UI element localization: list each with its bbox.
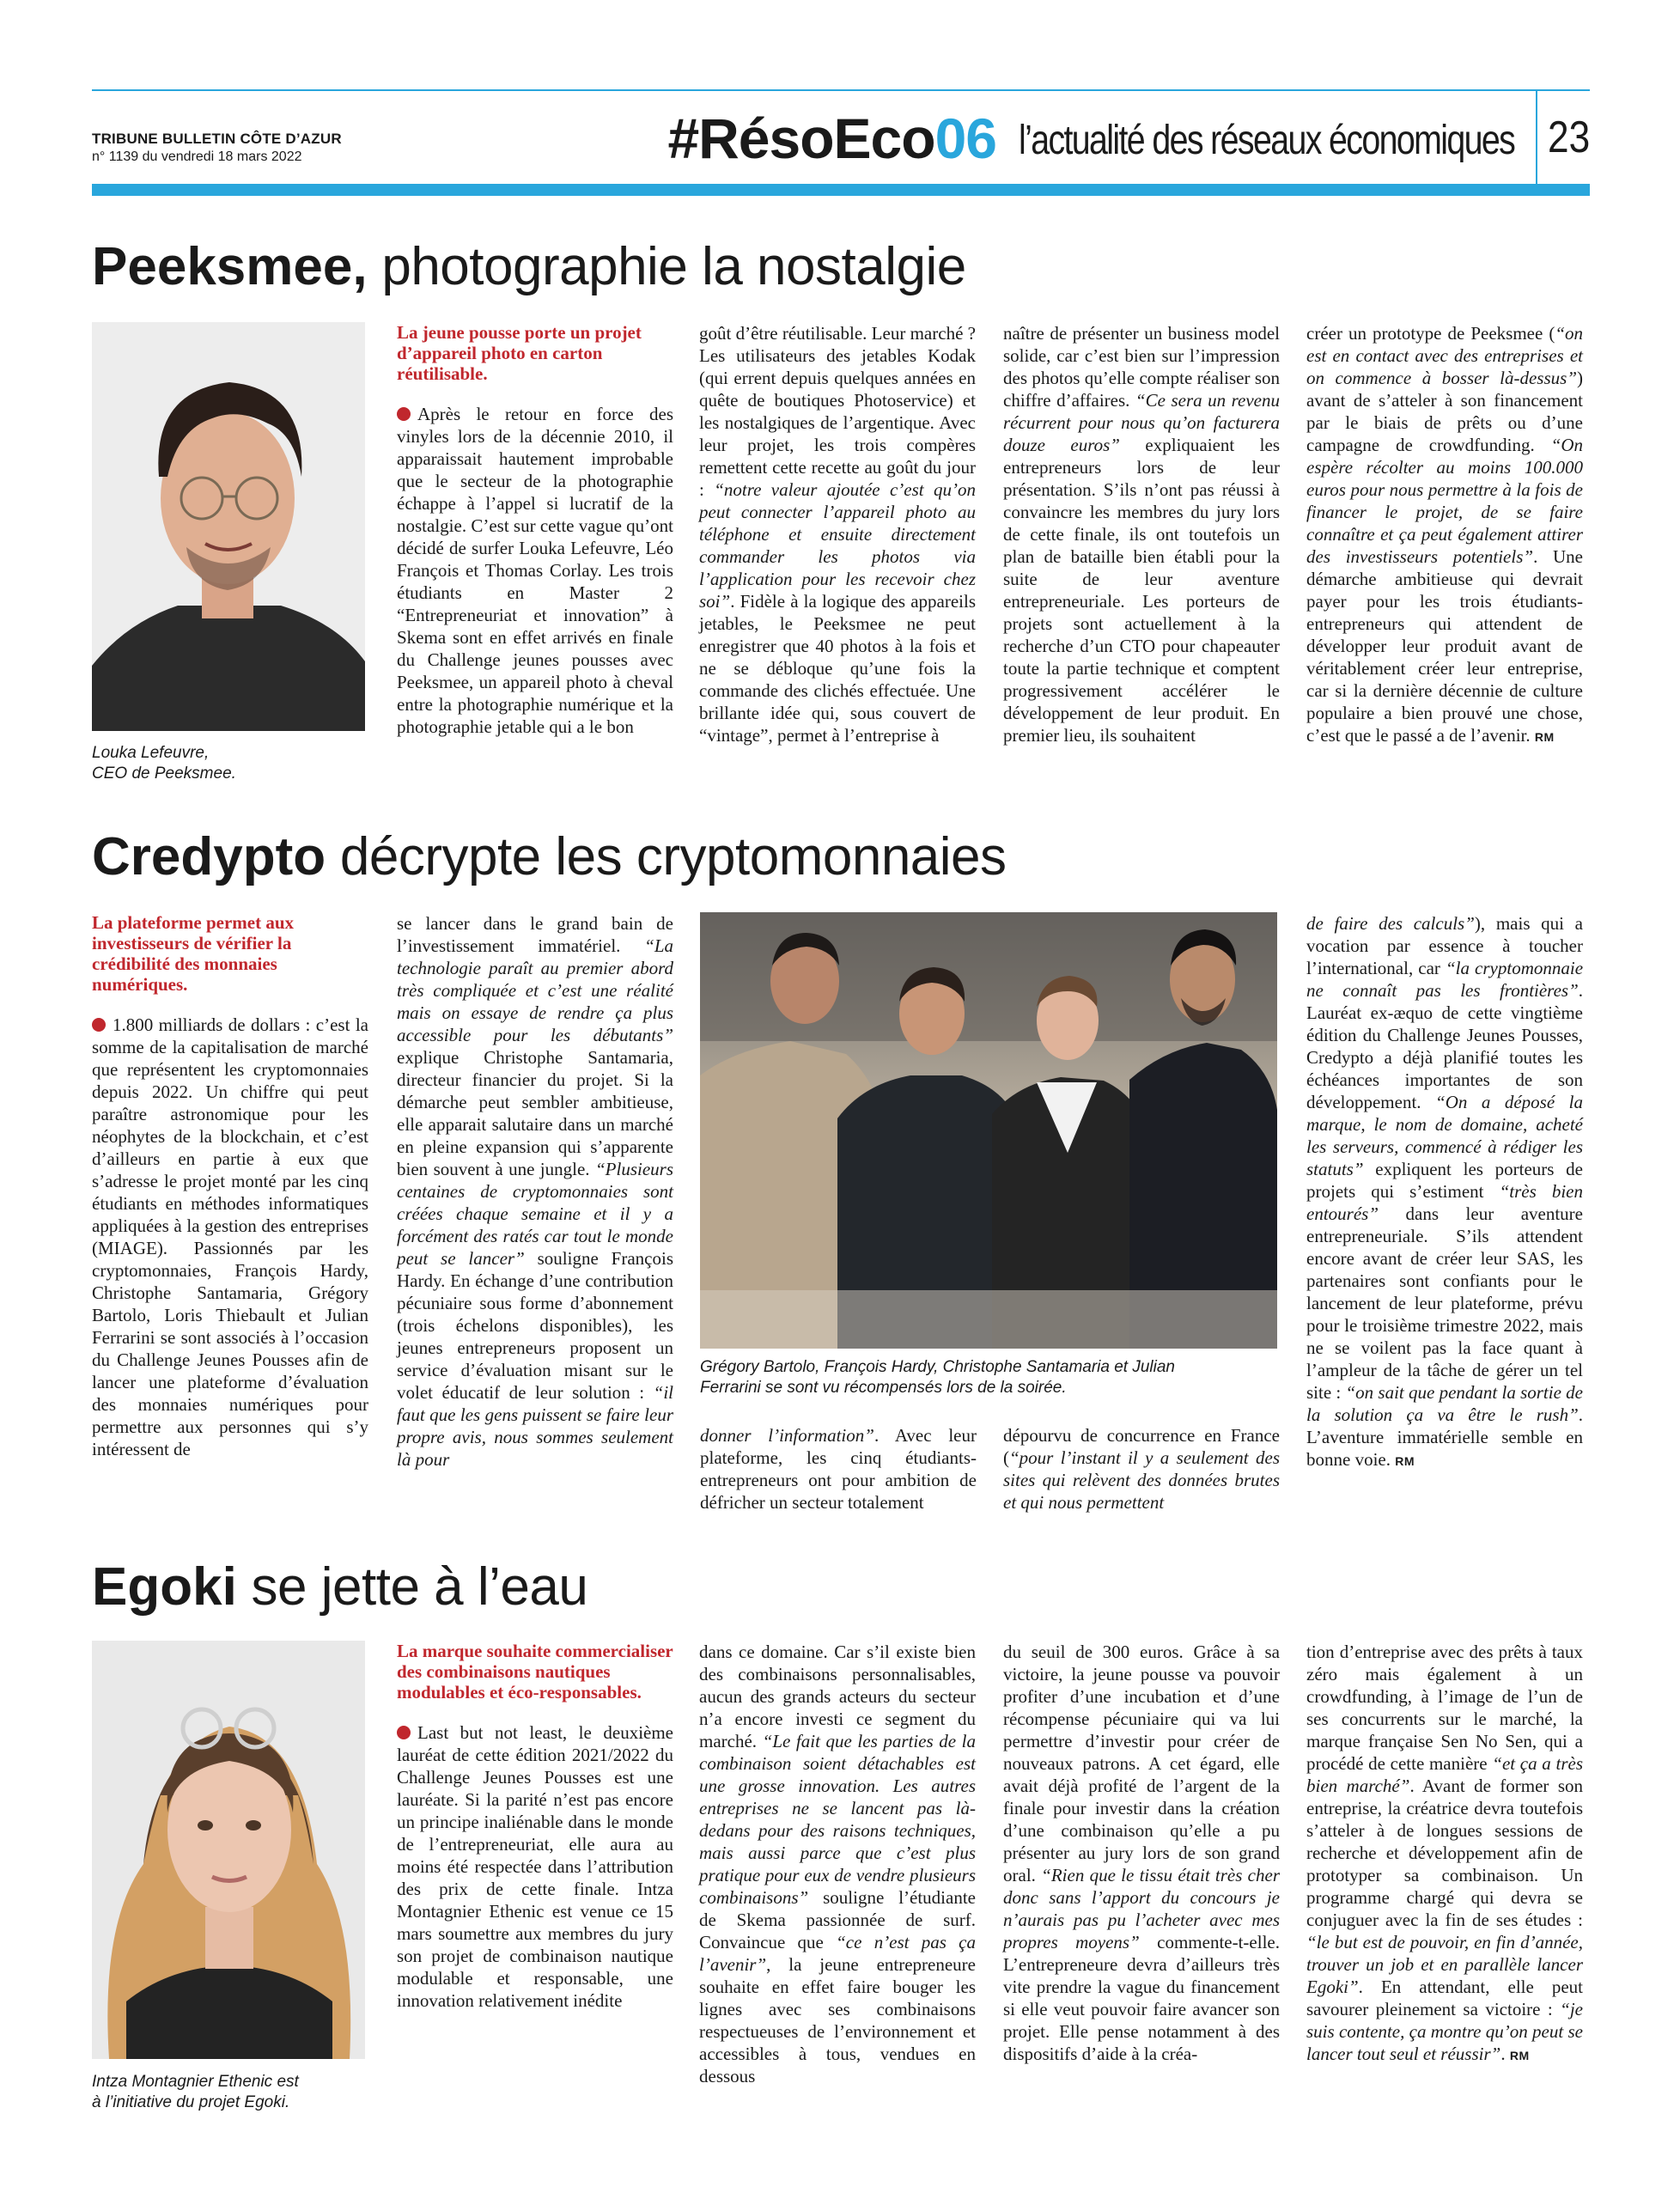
article1-title (92, 236, 966, 297)
article1-lead: La jeune pousse porte un projet d’appareil photo en carton réutilisable. (397, 322, 642, 384)
body-text: naître de présenter un business model solide, car c’est bien sur l’impression des photos qu’elle compte réaliser son chiffre d’affaires. (1003, 323, 1280, 411)
portrait-man-illustration (92, 322, 365, 731)
section-brand (667, 107, 996, 170)
header-bottom-rule (92, 184, 1590, 196)
article2-title-rest: décrypte les cryptomonnaies (326, 827, 1007, 886)
article1-title-bold: Peeksmee, (92, 237, 368, 296)
brand-hash: #RésoEco (667, 107, 935, 170)
bullet-dot-icon (397, 1726, 411, 1739)
body-text: dans leur aventure entrepreneuriale. S’ils attendent encore avant de créer leur SAS, les partenaires sont confiants pour le lancement de leur plateforme, prévu pour le troisième trimestre 2022, mais ne se voilent pas la face quant à l’ampleur de la tâche de gérer un tel site : (1306, 1203, 1583, 1403)
body-text: commente-t-elle. L’entrepreneure devra d’ailleurs très vite prendre la vague du financement si elle veut pouvoir faire avancer son projet. Elle pense notamment à des dispositifs d’aide à la créa- (1003, 1932, 1280, 2064)
portrait-woman-illustration (92, 1641, 365, 2059)
quote-text: “la cryptomonnaie ne connaît pas les frontières” (1306, 958, 1584, 1001)
article2-title (92, 826, 1007, 887)
body-text: dépourvu de concurrence en France ( (1003, 1425, 1280, 1468)
quote-text: “On a déposé la marque, le nom de domaine, acheté les serveurs, commencé à rédiger les statuts” (1306, 1092, 1583, 1179)
article1-title-rest: photographie la nostalgie (367, 237, 966, 296)
article3-column-1 (397, 1641, 673, 2012)
body-text: expliquaient les entrepreneurs lors de leur présentation. S’ils n’ont pas réussi à convaincre les membres du jury lors de cette finale, ils ont toutefois un plan de bataille bien établi pour la suite de leur aventure entrepreneuriale. Les porteurs de projets sont actuellement à la recherche d’un CTO pour chapeauter toute la partie technique et comptent progressivement accélérer le développement de leur produit. En premier lieu, ils souhaitent (1003, 435, 1280, 746)
quote-text: “et ça a très bien marché” (1306, 1753, 1583, 1796)
brand-number: 06 (934, 107, 996, 170)
quote-text: “il faut que les gens puissent se faire leur propre avis, nous sommes seulement là pour (397, 1382, 673, 1470)
quote-text: donner l’information” (700, 1425, 874, 1446)
article1-caption (92, 743, 365, 784)
body-text: du seuil de 300 euros. Grâce à sa victoire, la jeune pousse va pouvoir profiter d’une incubation et d’une récompense pécuniaire qui va lui permettre d’investir pour créer de nouveaux patrons. A cet égard, elle avait déjà profité de l’argent de la finale pour investir dans la création d’une combinaison qu’elle a pu présenter au jury lors de son grand oral. (1003, 1642, 1280, 1885)
issue-line: n° 1139 du vendredi 18 mars 2022 (92, 149, 302, 164)
article1-body-1 (397, 403, 673, 738)
publication-name: TRIBUNE BULLETIN CÔTE D’AZUR (92, 131, 342, 147)
caption-line: à l’initiative du projet Egoki. (92, 2093, 290, 2111)
body-text: . L’aventure immatérielle semble en bonne voie. (1306, 1404, 1583, 1470)
bullet-dot-icon (92, 1018, 106, 1032)
body-text: . Avec leur plateforme, les cinq étudiants-entrepreneurs ont pour ambition de défricher un secteur totalement (700, 1425, 977, 1513)
article3-title-rest: se jette à l’eau (236, 1557, 588, 1617)
body-text: souligne François Hardy. En échange d’une contribution pécuniaire sous forme d’abonnement (trois échelons disponibles), les jeunes entrepreneurs proposent un service d’évaluation misant sur le volet éducatif de leur solution : (397, 1248, 673, 1403)
quote-text: “ce n’est pas ça l’avenir” (699, 1932, 977, 1975)
quote-text: “le but est de pouvoir, en fin d’année, trouver un job et en parallèle lancer Egoki” (1306, 1932, 1583, 1997)
body-text: . Fidèle à la logique des appareils jetables, le Peeksmee ne peut enregistrer que 40 photos à la fois et ne se débloque qu’une fois la commande des clichés effectuée. Une brillante idée qui, sous couvert de “vintage”, permet à l’entreprise à (699, 591, 976, 746)
author-signature: RM (1509, 2049, 1530, 2062)
body-text: explique Christophe Santamaria, directeur financier du projet. Si la démarche peut sembler ambitieuse, elle apparait salutaire dans un marché en pleine expansion qui s’apparente bien souvent à une jungle. (397, 1047, 673, 1179)
article2-column-3 (700, 1424, 977, 1514)
bullet-dot-icon (397, 407, 411, 421)
article2-column-5 (1306, 912, 1583, 1471)
body-text: dans ce domaine. Car s’il existe bien des combinaisons personnalisables, aucun des grands acteurs du secteur n’a encore investi ce segment du marché. (699, 1642, 976, 1751)
caption-line: Grégory Bartolo, François Hardy, Christophe Santamaria et Julian (700, 1358, 1176, 1376)
caption-line: Intza Montagnier Ethenic est (92, 2073, 299, 2091)
article2-column-4 (1003, 1424, 1280, 1514)
quote-text: “Le fait que les parties de la combinaison soient détachables est une grosse innovation. Les autres entreprises ne se lancent pas là-dedans pour des raisons techniques, mais aussi parce que c’est plus pratique pour eux de vendre plusieurs combinaisons” (699, 1731, 976, 1908)
article3-title-bold: Egoki (92, 1557, 237, 1617)
article1-column-3 (1003, 322, 1280, 746)
body-text: . En attendant, elle peut savourer pleinement sa victoire : (1306, 1977, 1583, 2019)
quote-text: “je suis contente, ça montre qu’on peut se lancer tout seul et réussir” (1306, 1999, 1583, 2064)
article3-column-4 (1306, 1641, 1583, 2065)
caption-line: CEO de Peeksmee. (92, 764, 236, 783)
body-text: , la jeune entrepreneure souhaite en effet faire bouger les lignes avec ses combinaisons respectueuses de l’environnement et accessibles à tous, vendues en dessous (699, 1954, 976, 2086)
body-text: ) avant de s’atteler à son financement par le biais de prêts ou d’une campagne de crowdfunding. (1306, 368, 1583, 455)
quote-text: “on sait que pendant la sortie de la solution ça va être le rush” (1306, 1382, 1583, 1425)
article3-body-1 (397, 1721, 673, 2012)
article3-caption (92, 2072, 365, 2113)
article2-body-1 (92, 1014, 368, 1460)
header-separator (1536, 91, 1537, 184)
body-text: . Avant de former son entreprise, la créatrice devra toutefois s’atteler à de longues sessions de recherche et développement afin de prototyper sa combinaison. Un programme chargé qui devra se conjuguer avec la fin de ses études : (1306, 1776, 1583, 1930)
article3-lead: La marque souhaite commercialiser des combinaisons nautiques modulables et éco-responsables. (397, 1641, 673, 1703)
article3-photo (92, 1641, 365, 2059)
quote-text: “très bien entourés” (1306, 1181, 1583, 1224)
quote-text: “on est en contact avec des entreprises et on commence à bosser là-dessus” (1306, 323, 1583, 388)
quote-text: “Plusieurs centaines de cryptomonnaies sont créées chaque semaine et il y a forcément des ratés car tout le monde peut se lancer” (397, 1159, 673, 1269)
quote-text: “La technologie paraît au premier abord très compliquée et c’est une réalité mais on essaye de rendre ça plus accessible pour les débutants” (397, 935, 673, 1045)
article3-title (92, 1556, 587, 1617)
quote-text: “Ce sera un revenu récurrent pour nous qu’on facturera douze euros” (1003, 390, 1280, 455)
body-text: tion d’entreprise avec des prêts à taux zéro mais également à un crowdfunding, à l’image de l’un de ses concurrents sur le marché, la marque française Sen No Sen, qui a procédé de cette manière (1306, 1642, 1583, 1774)
body-text: Last but not least, le deuxième lauréat de cette édition 2021/2022 du Challenge Jeunes Pousses est une lauréate. Si la parité n’est pas encore un principe inaliénable dans le monde de l’entrepreneuriat, elle aura au moins été respectée dans l’attribution des prix de cette finale. Intza Montagnier Ethenic est venue ce 15 mars soumettre aux membres du jury son projet de combinaison nautique modulable et responsable, une innovation relativement inédite (397, 1722, 673, 2011)
body-text: créer un prototype de Peeksmee ( (1306, 323, 1555, 344)
author-signature: RM (1534, 730, 1555, 744)
page-number: 23 (1548, 113, 1591, 162)
author-signature: RM (1395, 1454, 1415, 1468)
article3-column-2 (699, 1641, 976, 2087)
caption-line: Ferrarini se sont vu récompensés lors de la soirée. (700, 1379, 1067, 1397)
body-text: ), mais qui a vocation par essence à toucher l’international, car (1306, 913, 1584, 978)
quote-text: “On espère récolter au moins 100.000 euros pour nous permettre à la fois de financer le projet, de se faire connaître et ça peut également attirer des investisseurs potentiels” (1306, 435, 1583, 567)
header-top-rule (92, 89, 1590, 91)
quote-text: de faire des calculs” (1306, 913, 1475, 934)
article2-column-2 (397, 912, 673, 1471)
body-text: se lancer dans le grand bain de l’investissement immatériel. (397, 913, 673, 956)
article2-column-1 (92, 912, 368, 1460)
article1-column-4 (1306, 322, 1583, 746)
body-text: expliquent les porteurs de projets qui s’estiment (1306, 1159, 1583, 1202)
body-text: souligne l’étudiante de Skema passionnée de surf. Convaincue que (699, 1887, 976, 1952)
article1-column-1 (397, 322, 673, 738)
article2-lead: La plateforme permet aux investisseurs de vérifier la crédibilité des monnaies numériques. (92, 912, 295, 995)
article2-photo (700, 912, 1277, 1349)
article1-column-2 (699, 322, 976, 746)
body-text: . Lauréat ex-æquo de cette vingtième édition du Challenge Jeunes Pousses, Credypto a déjà planifié toutes les échéances importantes de son développement. (1306, 980, 1583, 1112)
body-text: . Une démarche ambitieuse qui devrait payer pour les trois étudiants-entrepreneurs qui attendent de développer leur produit avant de véritablement créer leur entreprise, car si la dernière décennie de culture populaire a bien prouvé une chose, c’est que le passé a de l’avenir. (1306, 546, 1583, 746)
caption-line: Louka Lefeuvre, (92, 744, 210, 762)
group-photo-illustration (700, 912, 1277, 1349)
body-text: 1.800 milliards de dollars : c’est la somme de la capitalisation de marché que représentent les cryptomonnaies depuis 2022. Un chiffre qui peut paraître astronomique pour les néophytes de la blockchain, et c’est d’ailleurs en partie à eux que s’adresse le projet monté par les cinq étudiants en méthodes informatiques appliquées à la gestion des entreprises (MIAGE). Passionnés par les cryptomonnaies, François Hardy, Christophe Santamaria, Grégory Bartolo, Loris Thiebault et Julian Ferrarini se sont associés à l’occasion du Challenge Jeunes Pousses afin de lancer une plateforme d’évaluation des monnaies numériques pour permettre aux personnes qui s’y intéressent de (92, 1014, 368, 1459)
body-text: goût d’être réutilisable. Leur marché ? Les utilisateurs des jetables Kodak (qui errent depuis quelques années en quête de boutiques Photoservice) et les nostalgiques de l’argentique. Avec leur projet, les trois compères remettent cette recette au goût du jour : (699, 323, 976, 500)
body-text: . (1500, 2044, 1510, 2064)
quote-text: “Rien que le tissu était très cher donc sans l’apport du concours je n’aurais pas pu l’acheter avec mes propres moyens” (1003, 1865, 1280, 1952)
quote-text: “notre valeur ajoutée c’est qu’on peut connecter l’appareil photo au téléphone et ensuite directement commander les photos via l’application pour les recevoir chez soi” (699, 479, 976, 612)
article3-column-3 (1003, 1641, 1280, 2065)
article1-photo (92, 322, 365, 731)
quote-text: “pour l’instant il y a seulement des sites qui relèvent des données brutes et qui nous permettent (1003, 1447, 1280, 1513)
article2-title-bold: Credypto (92, 827, 326, 886)
article2-caption (700, 1357, 1277, 1398)
body-text: Après le retour en force des vinyles lors de la décennie 2010, il apparaissait hautement improbable que le secteur de la photographie échappe à l’appel si lucratif de la nostalgie. C’est sur cette vague qu’ont décidé de surfer Louka Lefeuvre, Léo François et Thomas Corlay. Les trois étudiants en Master 2 “Entrepreneuriat et innovation” à Skema sont en effet arrivés en finale du Challenge jeunes pousses avec Peeksmee, un appareil photo à cheval entre la photographie numérique et la photographie jetable qui a le bon (397, 404, 673, 737)
section-tagline: l’actualité des réseaux économiques (1019, 118, 1515, 163)
